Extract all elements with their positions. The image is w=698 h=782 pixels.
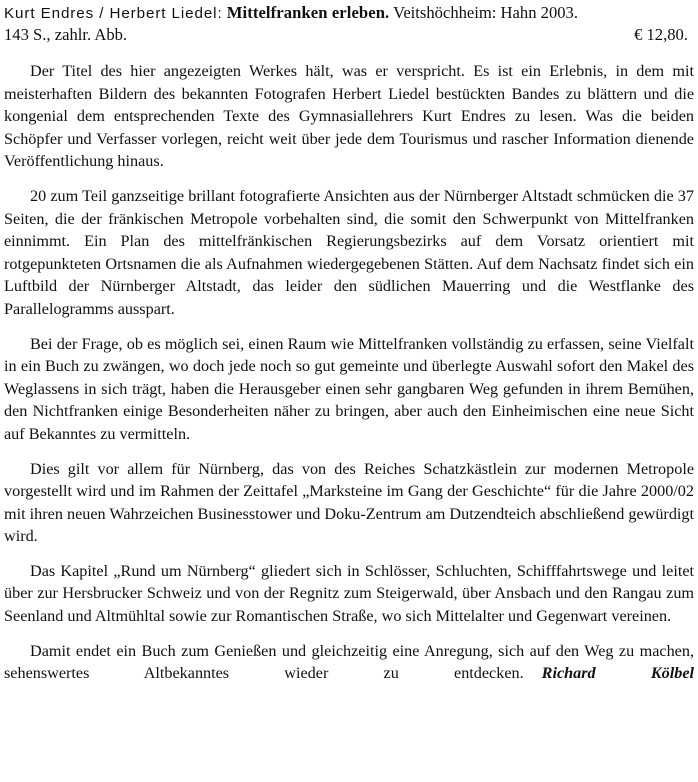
book-title: Mittelfranken erleben.: [226, 3, 390, 22]
review-paragraph-2: 20 zum Teil ganzseitige brillant fotografierte Ansichten aus der Nürnberger Altstadt schmücken die 37 Seiten, die der fränkischen Metropole vorbehalten sind, die somit den Schwerpunkt von Mittelfranken einnimmt. Ein Plan des mittelfränkischen Regierungsbezirks auf dem Vorsatz orientiert mit rotgepunkteten Ortsnamen die als Aufnahmen wiedergegebenen Stätten. Auf dem Nachsatz findet sich ein Luftbild der Nürnberger Altstadt, das leider den südlichen Mauerring und die Westflanke des Parallelogramms ausspart.: [4, 186, 694, 318]
review-paragraph-1: Der Titel des hier angezeigten Werkes hält, was er verspricht. Es ist ein Erlebnis, in dem mit meisterhaften Bildern des bekannten Fotografen Herbert Liedel bestückten Bandes zu blättern und die kongenial dem entsprechenden Texte des Gymnasiallehrers Kurt Endres zu lesen. Was die beiden Schöpfer und Verfasser vorlegen, reicht weit über jede dem Tourismus und rascher Information dienende Veröffentlichung hinaus.: [4, 62, 694, 171]
review-body: [4, 60, 694, 685]
review-closing-paragraph: [4, 640, 694, 685]
reviewer-signature: Richard Kölbel: [541, 664, 694, 683]
book-pages-illustrations: 143 S., zahlr. Abb.: [4, 25, 128, 44]
review-paragraph-3: Bei der Frage, ob es möglich sei, einen Raum wie Mittelfranken vollständig zu erfassen, seine Vielfalt in ein Buch zu zwängen, wo doch jede noch so gut gemeinte und überlegte Auswahl sofort den Makel des Weglassens in sich trägt, haben die Herausgeber einen sehr gangbaren Weg gefunden in ihrem Bemühen, den Nichtfranken einige Besonderheiten näher zu bringen, aber auch den Einheimischen eine neue Sicht auf Bekanntes zu vermitteln.: [4, 334, 694, 443]
book-price: € 12,80.: [634, 25, 688, 44]
review-paragraph-5: Das Kapitel „Rund um Nürnberg“ gliedert sich in Schlösser, Schluchten, Schifffahrtswege und leitet über zur Hersbrucker Schweiz und von der Regnitz zum Steigerwald, über Ansbach und den Rangau zum Seenland und Altmühltal sowie zur Romantischen Straße, wo sich Mittelalter und Gegenwart vereinen.: [4, 561, 694, 626]
review-paragraph-4: Dies gilt vor allem für Nürnberg, das von des Reiches Schatzkästlein zur modernen Metropole vorgestellt wird und im Rahmen der Zeittafel „Marksteine im Gang der Geschichte“ für die Jahre 2000/02 mit ihren neuen Wahrzeichen Businesstower und Doku-Zentrum am Dutzendteich abschließend gewürdigt wird.: [4, 459, 694, 546]
header-line-1: [4, 2, 694, 24]
book-publication: Veitshöchheim: Hahn 2003.: [393, 3, 578, 22]
header-line-2: [4, 24, 694, 45]
book-authors: Kurt Endres / Herbert Liedel:: [4, 5, 223, 22]
closing-text: Damit endet ein Buch zum Genießen und gleichzeitig eine Anregung, sich auf den Weg zu machen, sehenswertes Altbekanntes wieder zu entdecken.: [4, 641, 694, 683]
bibliographic-header: [4, 2, 694, 45]
